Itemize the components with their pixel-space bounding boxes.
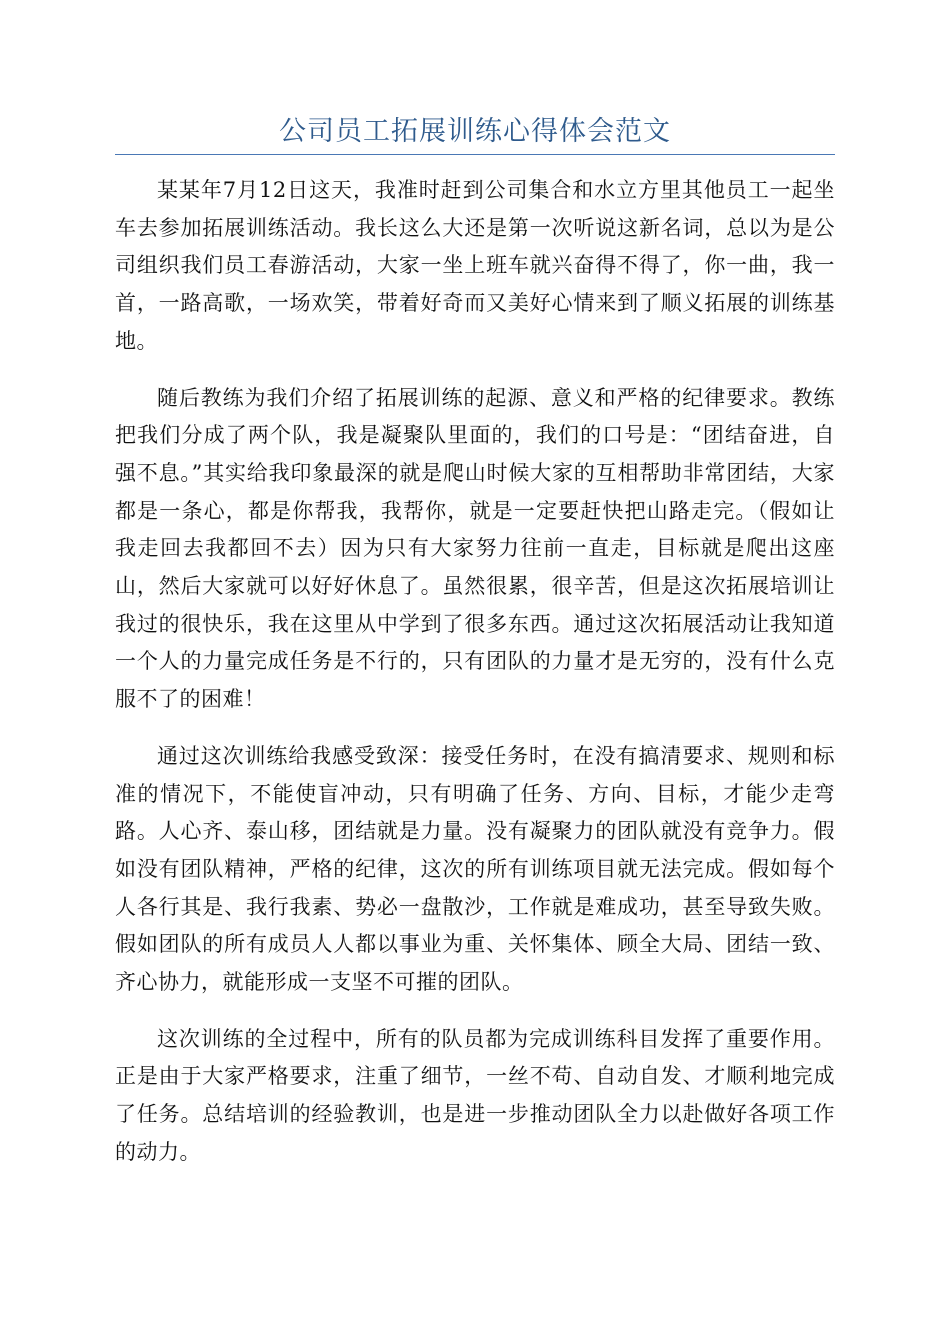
paragraph-3: 通过这次训练给我感受致深：接受任务时，在没有搞清要求、规则和标准的情况下，不能使盲冲动，只有明确了任务、方向、目标，才能少走弯路。人心齐、泰山移，团结就是力量。没有凝聚力的团队就没有竞争力。假如没有团队精神，严格的纪律，这次的所有训练项目就无法完成。假如每个人各行其是、我行我素、势必一盘散沙，工作就是难成功，甚至导致失败。假如团队的所有成员人人都以事业为重、关怀集体、顾全大局、团结一致、齐心协力，就能形成一支坚不可摧的团队。 <box>115 743 835 995</box>
paragraph-1: 某某年7月12日这天，我准时赶到公司集合和水立方里其他员工一起坐车去参加拓展训练活动。我长这么大还是第一次听说这新名词，总以为是公司组织我们员工春游活动，大家一坐上班车就兴奋得不得了，你一曲，我一首，一路高歌，一场欢笑，带着好奇而又美好心情来到了顺义拓展的训练基地。 <box>115 178 835 353</box>
paragraph-2: 随后教练为我们介绍了拓展训练的起源、意义和严格的纪律要求。教练把我们分成了两个队，我是凝聚队里面的，我们的口号是：“团结奋进，自强不息。”其实给我印象最深的就是爬山时候大家的互相帮助非常团结，大家都是一条心，都是你帮我，我帮你，就是一定要赶快把山路走完。（假如让我走回去我都回不去）因为只有大家努力往前一直走，目标就是爬出这座山，然后大家就可以好好休息了。虽然很累，很辛苦，但是这次拓展培训让我过的很快乐，我在这里从中学到了很多东西。通过这次拓展活动让我知道一个人的力量完成任务是不行的，只有团队的力量才是无穷的，没有什么克服不了的困难！ <box>115 385 835 712</box>
paragraph-4: 这次训练的全过程中，所有的队员都为完成训练科目发挥了重要作用。正是由于大家严格要求，注重了细节，一丝不苟、自动自发、才顺利地完成了任务。总结培训的经验教训，也是进一步推动团队全力以赴做好各项工作的动力。 <box>115 1026 835 1164</box>
document-body <box>115 172 835 1191</box>
document-title: 公司员工拓展训练心得体会范文 <box>279 116 671 147</box>
title-underline <box>115 154 835 155</box>
